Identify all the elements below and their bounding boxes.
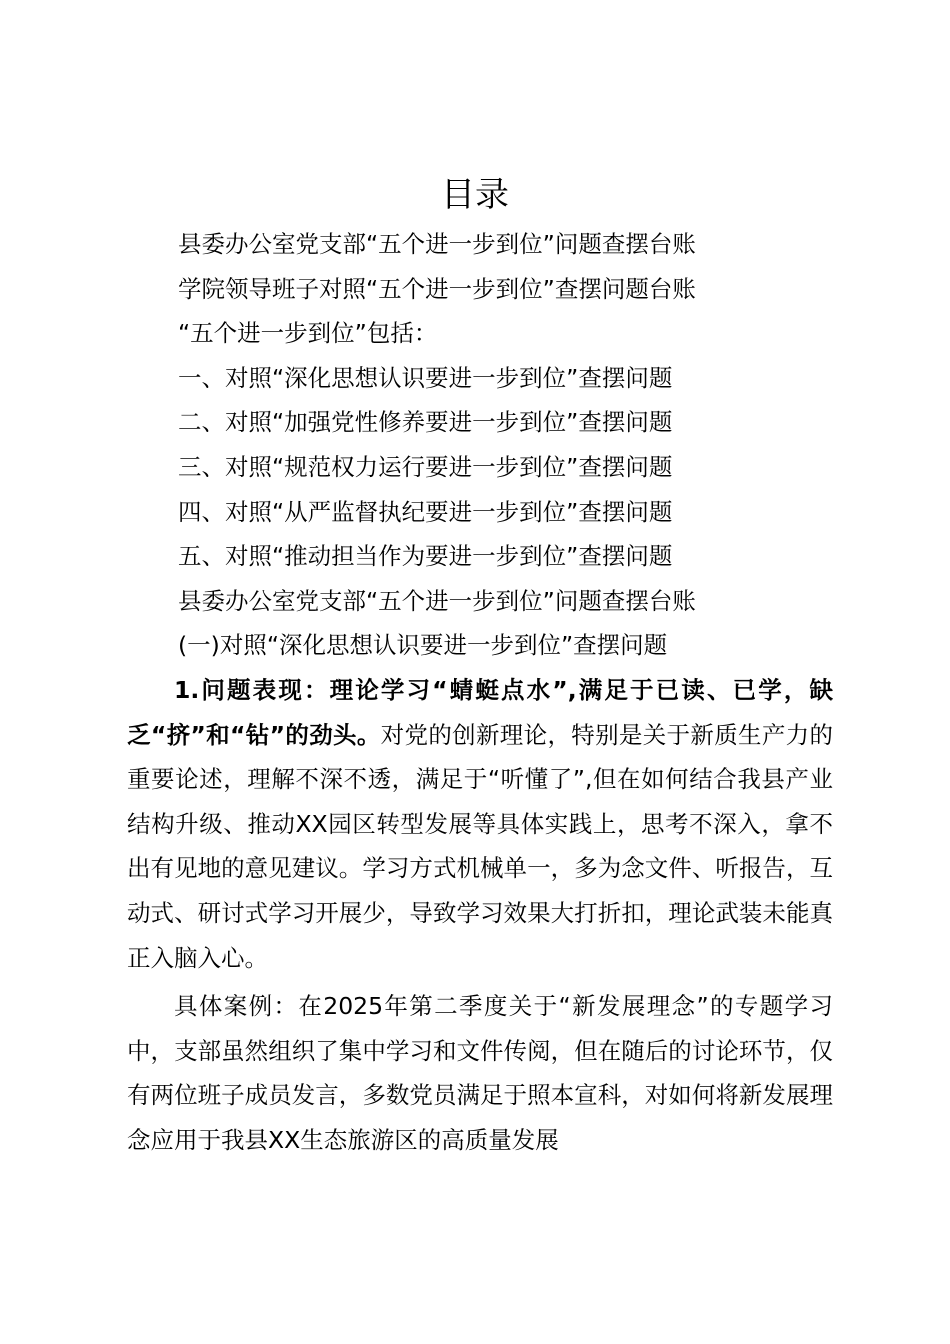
toc-item: “五个进一步到位”包括： — [178, 319, 438, 348]
toc-item: 三、对照“规范权力运行要进一步到位”查摆问题 — [178, 452, 673, 481]
case-paragraph: 具体案例：在2025年第二季度关于“新发展理念”的专题学习中，支部虽然组织了集中学习和文件传阅，但在随后的讨论环节，仅有两位班子成员发言，多数党员满足于照本宣科，对如何将新发展理念应用于我县XX生态旅游区的高质量发展 — [127, 992, 833, 1154]
problem-paragraph — [127, 668, 833, 980]
toc-item: 县委办公室党支部“五个进一步到位”问题查摆台账 — [178, 230, 696, 258]
problem-heading: 1.问题表现：理论学习“蜻蜓点水”,满足于已读、已学，缺乏“挤”和“钻”的劲头。 — [127, 676, 833, 749]
toc-item: 四、对照“从严监督执纪要进一步到位”查摆问题 — [178, 497, 673, 526]
problem-body: 对党的创新理论，特别是关于新质生产力的重要论述，理解不深不透，满足于“听懂了”,但在如何结合我县产业结构升级、推动XX园区转型发展等具体实践上，思考不深入，拿不出有见地的意见建议。学习方式机械单一，多为念文件、听报告，互动式、研讨式学习开展少，导致学习效果大打折扣，理论武装未能真正入脑入心。 — [127, 720, 834, 972]
toc-item: 一、对照“深化思想认识要进一步到位”查摆问题 — [178, 363, 673, 392]
toc-item: 县委办公室党支部“五个进一步到位”问题查摆台账 — [178, 586, 696, 615]
toc-item: 学院领导班子对照“五个进一步到位”查摆问题台账 — [178, 274, 696, 303]
toc-item: (一)对照“深化思想认识要进一步到位”查摆问题 — [178, 631, 668, 660]
toc-item: 五、对照“推动担当作为要进一步到位”查摆问题 — [178, 542, 673, 571]
toc-title: 目录 — [441, 175, 509, 215]
toc-list — [178, 222, 696, 668]
toc-item: 二、对照“加强党性修养要进一步到位”查摆问题 — [178, 408, 673, 437]
